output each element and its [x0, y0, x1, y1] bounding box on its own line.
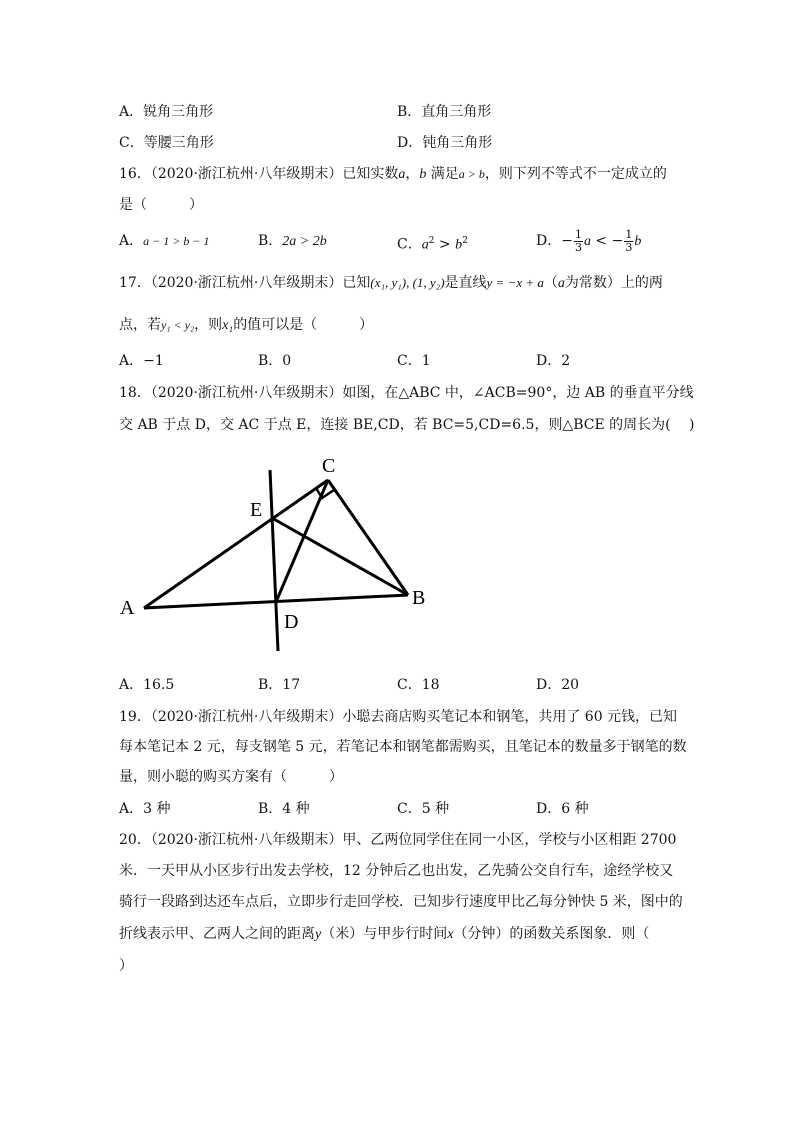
- q18-stem-line2: 交 AB 于点 D，交 AC 于点 E，连接 BE,CD，若 BC=5,CD=6.5，则△BCE 的周长为( ): [119, 417, 695, 433]
- q16-stem-mid: 满足: [426, 166, 459, 182]
- q19-stem-line2: 每本笔记本 2 元，每支钢笔 5 元，若笔记本和钢笔都需购买，且笔记本的数量多于钢笔的数: [119, 739, 687, 755]
- q16-option-d-var2: b: [634, 234, 642, 249]
- q15-option-c: C．等腰三角形: [119, 135, 214, 151]
- q16-option-d-num1: 1: [574, 227, 582, 241]
- q17-stem-line2-suffix: 的值可以是（ ）: [233, 317, 374, 333]
- perpendicular-bisector-line: [270, 470, 278, 651]
- q16-option-d-op: < −: [590, 233, 624, 249]
- q16-stem-line1: [119, 165, 667, 184]
- q16-option-b: [258, 232, 327, 251]
- q20-stem-line2: 米．一天甲从小区步行出发去学校，12 分钟后乙也出发，乙先骑公交自行车，途经学校又: [119, 863, 674, 879]
- q16-option-c-op: >: [434, 236, 456, 253]
- q16-option-d-den1: 3: [574, 240, 582, 254]
- q16-option-d-fraction-1: [574, 229, 583, 254]
- q16-option-c-exp2: 2: [462, 236, 468, 246]
- q16-var-b: b: [419, 167, 427, 182]
- q19-stem-line3: 量，则小聪的购买方案有（ ）: [119, 769, 343, 785]
- q16-option-d-var1: a: [583, 234, 591, 249]
- q17-stem-line1: [119, 274, 663, 293]
- q16-comma: ，: [405, 166, 420, 182]
- q19-option-b: B．4 种: [258, 801, 310, 817]
- q19-option-c: C．5 种: [397, 801, 450, 817]
- q16-stem-line2: 是（ ）: [119, 197, 203, 213]
- q15-option-b: B．直角三角形: [397, 104, 492, 120]
- q17-stem-line2-prefix: 点，若: [119, 317, 161, 333]
- q18-option-d: D．20: [536, 677, 580, 693]
- q16-stem-suffix: ，则下列不等式不一定成立的: [484, 166, 667, 182]
- q16-option-c-exp1: 2: [428, 236, 435, 246]
- q16-condition: a > b: [458, 167, 485, 181]
- segment-be: [272, 518, 408, 595]
- q18-option-c: C．18: [397, 677, 440, 693]
- q16-var-a: a: [398, 167, 406, 182]
- q17-option-b: B．0: [258, 353, 292, 369]
- q16-option-d: [536, 226, 641, 257]
- label-a: A: [120, 597, 135, 619]
- label-c: C: [322, 455, 336, 477]
- q20-var-x: x: [447, 927, 454, 942]
- q16-option-d-fraction-2: [624, 229, 633, 254]
- q20-stem-line4: [119, 925, 649, 944]
- q19-stem-line1: 19．（2020·浙江杭州·八年级期末）小聪去商店购买笔记本和钢笔，共用了 60 元钱，已知: [119, 709, 678, 725]
- q17-var-a: a: [557, 276, 565, 291]
- q18-stem-line1: 18．（2020·浙江杭州·八年级期末）如图，在△ABC 中，∠ACB=90°，边 AB 的垂直平分线: [119, 385, 694, 401]
- q16-option-c-base2: b: [455, 237, 463, 253]
- q16-option-d-num2: 1: [625, 227, 633, 241]
- q16-option-c: [397, 232, 468, 255]
- q16-option-d-label: D．: [536, 233, 562, 249]
- q20-var-y: y: [315, 927, 322, 942]
- q20-stem-line1: 20．（2020·浙江杭州·八年级期末）甲、乙两位同学住在同一小区，学校与小区相距 2700: [119, 832, 677, 848]
- q16-option-a-label: A．: [119, 233, 144, 249]
- q17-option-a: A．−1: [119, 353, 164, 369]
- q20-stem-line3: 骑行一段路到达还车点后，立即步行走回学校．已知步行速度甲比乙每分钟快 5 米，图中的: [119, 894, 683, 910]
- q15-option-d: D．钝角三角形: [397, 135, 493, 151]
- triangle-figure: [110, 448, 450, 658]
- q17-stem-line2-mid: ，则: [194, 317, 223, 333]
- q19-option-d: D．6 种: [536, 801, 589, 817]
- q20-stem-line4-mid: （米）与甲步行时间: [321, 926, 448, 942]
- q17-equation: y = −x + a: [486, 275, 544, 290]
- q17-points: (x₁, y₁), (1, y₂): [370, 275, 445, 290]
- q18-option-b: B．17: [258, 677, 301, 693]
- q20-stem-line5: ）: [119, 958, 133, 974]
- q17-stem-mid: 是直线: [444, 275, 487, 291]
- q16-option-b-expr: 2a > 2b: [282, 234, 327, 249]
- q17-option-d: D．2: [536, 353, 571, 369]
- q19-option-a: A．3 种: [119, 801, 171, 817]
- q17-condition: y₁ < y₂: [161, 318, 195, 332]
- q16-stem-prefix: 16．（2020·浙江杭州·八年级期末）已知实数: [119, 166, 399, 182]
- q17-stem-paren: （: [543, 275, 558, 291]
- q16-option-a-expr: a − 1 > b − 1: [143, 234, 210, 248]
- q16-option-d-den2: 3: [625, 240, 633, 254]
- q20-stem-line4-prefix: 折线表示甲、乙两人之间的距离: [119, 926, 315, 942]
- q16-option-c-base1: a: [421, 237, 429, 253]
- q17-stem-line2: [119, 316, 373, 335]
- label-b: B: [412, 587, 426, 609]
- q17-option-c: C．1: [397, 353, 431, 369]
- segment-cb: [328, 480, 408, 595]
- label-d: D: [284, 611, 299, 633]
- q16-option-a: [119, 232, 209, 250]
- q15-option-a: A．锐角三角形: [119, 104, 214, 120]
- q20-stem-line4-suffix: （分钟）的函数关系图象．则（: [453, 926, 650, 942]
- q17-var-x1: x₁: [222, 318, 234, 333]
- q17-stem-prefix: 17．（2020·浙江杭州·八年级期末）已知: [119, 275, 371, 291]
- q18-option-a: A．16.5: [119, 677, 175, 693]
- q16-option-c-label: C．: [397, 236, 422, 253]
- q17-stem-suffix: 为常数）上的两: [564, 275, 663, 291]
- label-e: E: [250, 499, 263, 521]
- q16-option-d-minus: −: [561, 233, 573, 249]
- q16-option-b-label: B．: [258, 233, 283, 249]
